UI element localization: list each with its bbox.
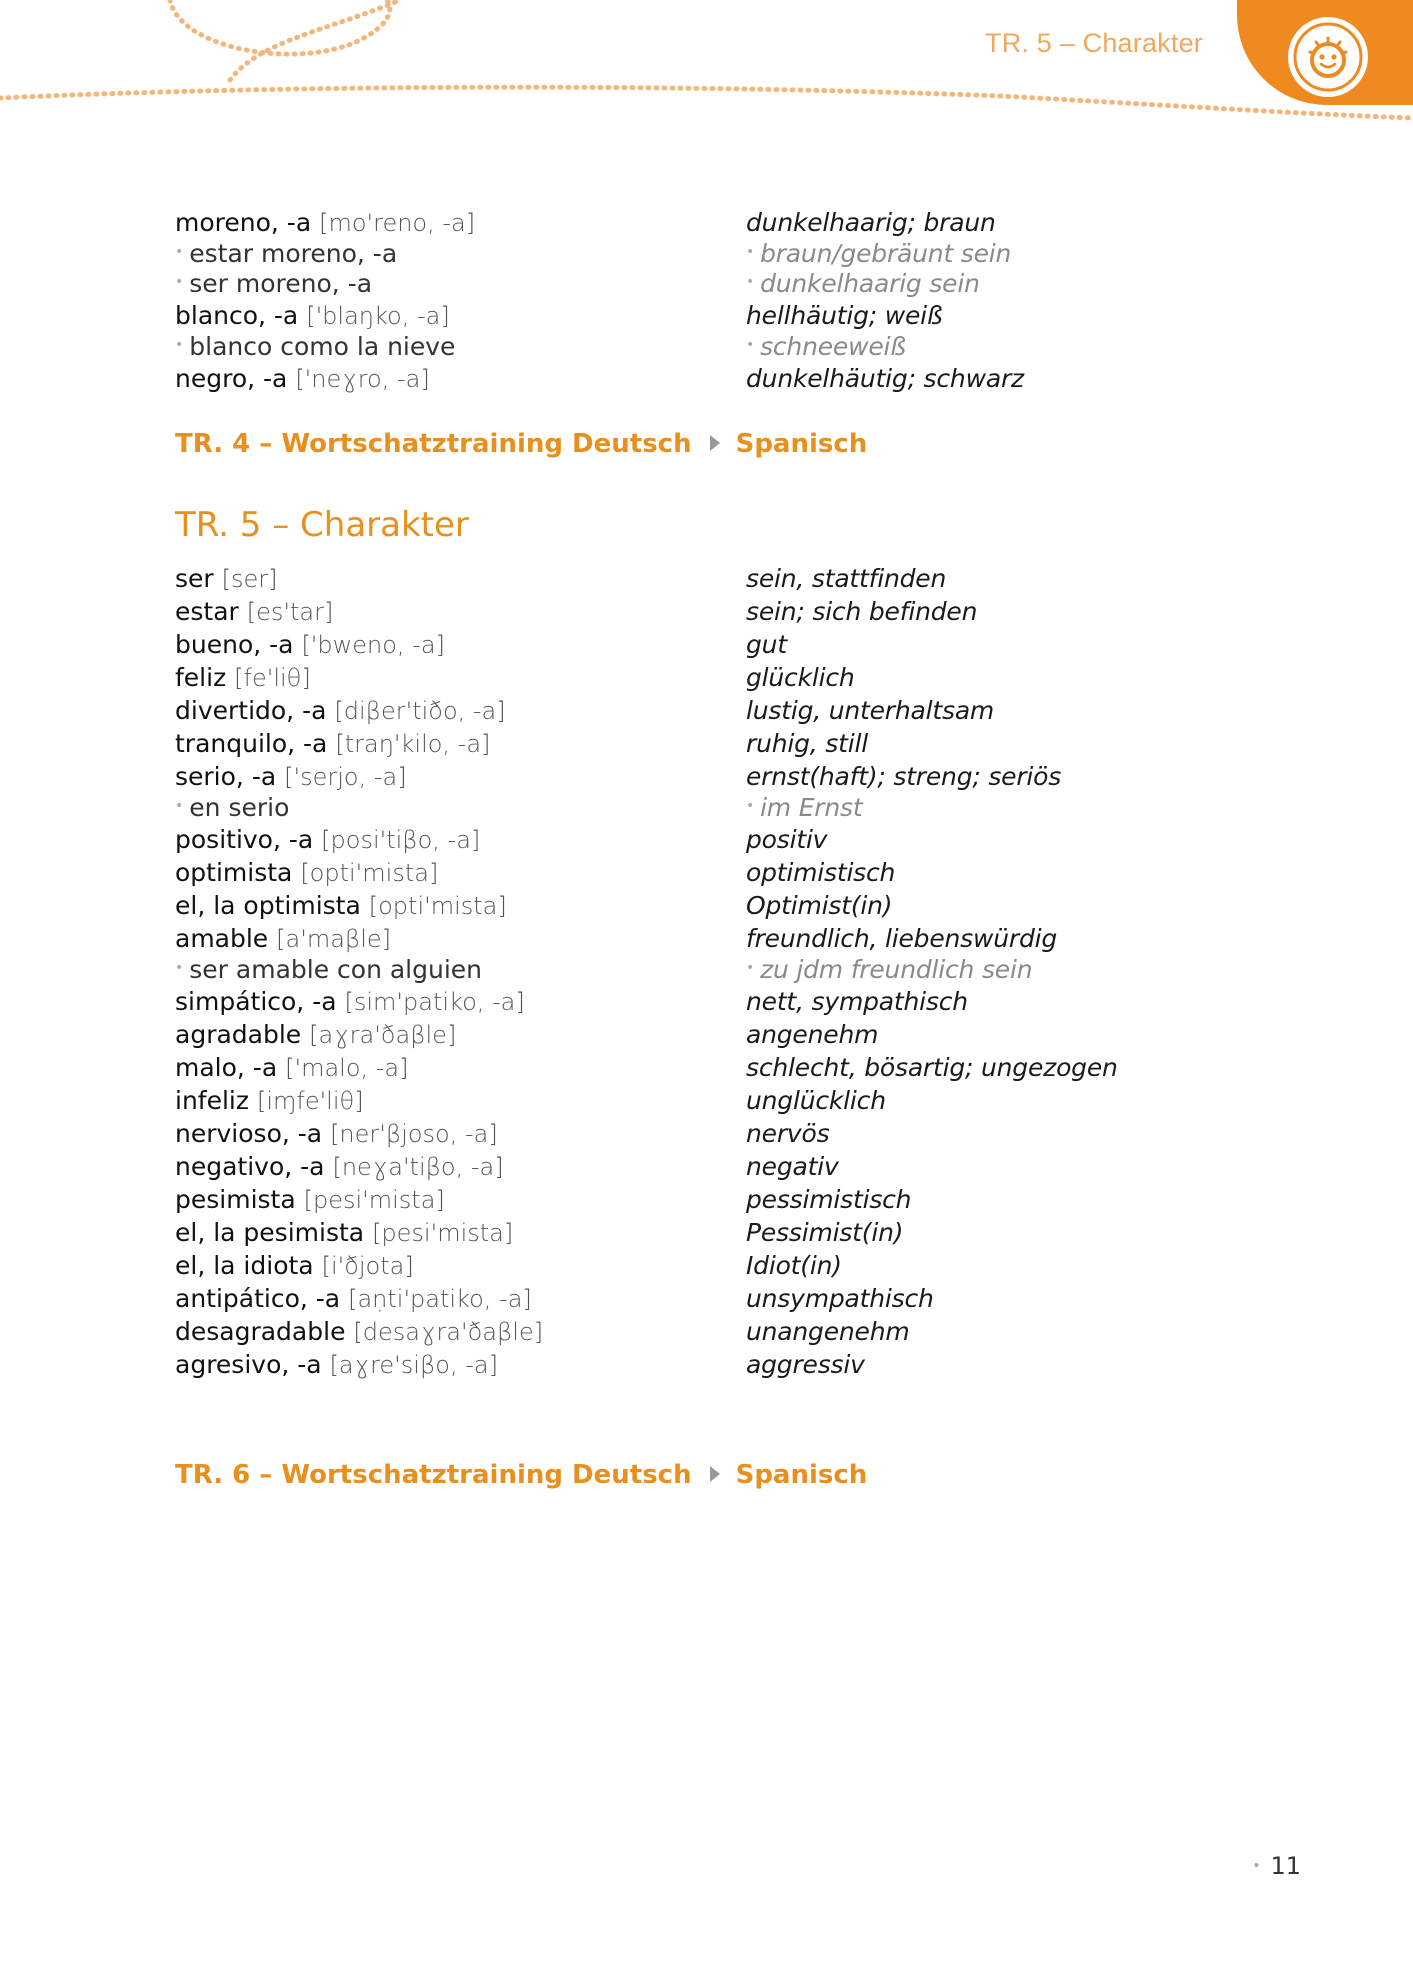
vocab-entry bbox=[175, 1315, 1235, 1348]
vocab-entry bbox=[175, 1018, 1235, 1051]
german-example: zu jdm freundlich sein bbox=[760, 955, 1033, 984]
pronunciation: [aɣra'ðaβle] bbox=[309, 1021, 457, 1049]
pronunciation: [aɣre'siβo, -a] bbox=[329, 1351, 498, 1379]
german-translation: gut bbox=[746, 630, 787, 659]
pronunciation: [ner'βjoso, -a] bbox=[330, 1120, 498, 1148]
pronunciation: ['neɣro, -a] bbox=[295, 365, 430, 393]
spanish-term: bueno, -a bbox=[175, 630, 294, 659]
german-example: im Ernst bbox=[760, 793, 863, 822]
header-title: TR. 5 – Charakter bbox=[985, 28, 1203, 58]
spanish-example: blanco como la nieve bbox=[189, 332, 456, 361]
pronunciation: [opti'mista] bbox=[368, 892, 507, 920]
pronunciation: [mo'reno, -a] bbox=[319, 209, 476, 237]
spanish-term: divertido, -a bbox=[175, 696, 327, 725]
vocab-entry bbox=[175, 922, 1235, 955]
spanish-term: pesimista bbox=[175, 1185, 296, 1214]
pronunciation: ['bweno, -a] bbox=[301, 631, 445, 659]
bullet-icon: • bbox=[175, 244, 184, 260]
track-label: TR. 4 – Wortschatztraining Deutsch bbox=[175, 429, 692, 459]
german-translation: ernst(haft); streng; seriös bbox=[746, 762, 1062, 791]
spanish-term: tranquilo, -a bbox=[175, 729, 328, 758]
german-translation: schlecht, bösartig; ungezogen bbox=[746, 1053, 1118, 1082]
spanish-term: el, la optimista bbox=[175, 891, 361, 920]
german-translation: Idiot(in) bbox=[746, 1251, 842, 1280]
spanish-term: estar bbox=[175, 597, 239, 626]
vocab-example bbox=[175, 269, 1235, 299]
german-translation: negativ bbox=[746, 1152, 839, 1181]
spanish-term: antipático, -a bbox=[175, 1284, 341, 1313]
section-heading: TR. 5 – Charakter bbox=[175, 505, 469, 545]
vocab-example bbox=[175, 239, 1235, 269]
spanish-term: simpático, -a bbox=[175, 987, 337, 1016]
german-translation: ruhig, still bbox=[746, 729, 868, 758]
german-example: braun/gebräunt sein bbox=[760, 239, 1012, 268]
german-translation: sein, stattfinden bbox=[746, 564, 947, 593]
vocab-entry bbox=[175, 562, 1235, 595]
vocab-entry bbox=[175, 1216, 1235, 1249]
vocab-entry bbox=[175, 985, 1235, 1018]
vocab-entry bbox=[175, 628, 1235, 661]
vocab-entry bbox=[175, 362, 1235, 395]
track-target: Spanisch bbox=[735, 1460, 868, 1490]
vocab-entry bbox=[175, 1117, 1235, 1150]
bullet-icon: • bbox=[1252, 1858, 1261, 1874]
pronunciation: [neɣa'tiβo, -a] bbox=[332, 1153, 504, 1181]
vocab-entry bbox=[175, 889, 1235, 922]
spanish-term: infeliz bbox=[175, 1086, 249, 1115]
track-target: Spanisch bbox=[735, 429, 868, 459]
spanish-term: feliz bbox=[175, 663, 227, 692]
pronunciation: [i'ðjota] bbox=[321, 1252, 414, 1280]
german-example: dunkelhaarig sein bbox=[760, 269, 980, 298]
track-4-link bbox=[175, 427, 867, 461]
pronunciation: [diβer'tiðo, -a] bbox=[334, 697, 506, 725]
spanish-example: estar moreno, -a bbox=[189, 239, 398, 268]
pronunciation: [aṇti'patiko, -a] bbox=[348, 1285, 532, 1313]
german-translation: dunkelhaarig; braun bbox=[746, 208, 996, 237]
german-translation: nervös bbox=[746, 1119, 830, 1148]
pronunciation: [pesi'mista] bbox=[372, 1219, 514, 1247]
spanish-term: ser bbox=[175, 564, 214, 593]
vocab-entry bbox=[175, 595, 1235, 628]
bullet-icon: • bbox=[746, 244, 755, 260]
pronunciation: [sim'patiko, -a] bbox=[344, 988, 525, 1016]
german-translation: aggressiv bbox=[746, 1350, 865, 1379]
spanish-term: positivo, -a bbox=[175, 825, 314, 854]
vocab-list-top bbox=[175, 206, 1235, 395]
german-translation: positiv bbox=[746, 825, 828, 854]
bullet-icon: • bbox=[746, 337, 755, 353]
bullet-icon: • bbox=[175, 960, 184, 976]
vocab-list-main bbox=[175, 562, 1235, 1381]
vocab-example bbox=[175, 793, 1235, 823]
arrow-right-icon bbox=[710, 435, 720, 451]
bullet-icon: • bbox=[175, 337, 184, 353]
vocab-entry bbox=[175, 1183, 1235, 1216]
spanish-term: amable bbox=[175, 924, 269, 953]
bullet-icon: • bbox=[746, 274, 755, 290]
german-translation: nett, sympathisch bbox=[746, 987, 968, 1016]
german-translation: hellhäutig; weiß bbox=[746, 301, 943, 330]
spanish-term: moreno, -a bbox=[175, 208, 312, 237]
pronunciation: ['blaŋko, -a] bbox=[306, 302, 450, 330]
pronunciation: [posi'tiβo, -a] bbox=[321, 826, 481, 854]
spanish-example: ser moreno, -a bbox=[189, 269, 373, 298]
vocab-entry bbox=[175, 727, 1235, 760]
vocab-entry bbox=[175, 1051, 1235, 1084]
german-translation: unglücklich bbox=[746, 1086, 886, 1115]
german-translation: unsympathisch bbox=[746, 1284, 934, 1313]
bullet-icon: • bbox=[175, 274, 184, 290]
spanish-term: agresivo, -a bbox=[175, 1350, 322, 1379]
spanish-term: el, la pesimista bbox=[175, 1218, 365, 1247]
vocab-entry bbox=[175, 823, 1235, 856]
spanish-term: blanco, -a bbox=[175, 301, 299, 330]
dotted-decoration bbox=[0, 0, 1413, 130]
pronunciation: [fe'liθ] bbox=[234, 664, 311, 692]
vocab-entry bbox=[175, 760, 1235, 793]
arrow-right-icon bbox=[710, 1466, 720, 1482]
german-translation: Pessimist(in) bbox=[746, 1218, 904, 1247]
pronunciation: ['serjo, -a] bbox=[284, 763, 407, 791]
spanish-term: agradable bbox=[175, 1020, 302, 1049]
track-label: TR. 6 – Wortschatztraining Deutsch bbox=[175, 1460, 692, 1490]
vocab-entry bbox=[175, 1084, 1235, 1117]
spanish-term: desagradable bbox=[175, 1317, 346, 1346]
pronunciation: [iɱfe'liθ] bbox=[256, 1087, 364, 1115]
bullet-icon: • bbox=[746, 798, 755, 814]
german-translation: angenehm bbox=[746, 1020, 879, 1049]
german-translation: dunkelhäutig; schwarz bbox=[746, 364, 1024, 393]
pronunciation: [es'tar] bbox=[246, 598, 334, 626]
pronunciation: [desaɣra'ðaβle] bbox=[353, 1318, 544, 1346]
german-translation: Optimist(in) bbox=[746, 891, 893, 920]
pronunciation: [opti'mista] bbox=[300, 859, 439, 887]
vocab-entry bbox=[175, 299, 1235, 332]
vocab-entry bbox=[175, 1282, 1235, 1315]
vocab-entry bbox=[175, 1249, 1235, 1282]
pronunciation: [a'maβle] bbox=[276, 925, 392, 953]
pronunciation: [ser] bbox=[221, 565, 278, 593]
page-number-value: 11 bbox=[1270, 1852, 1301, 1880]
spanish-term: nervioso, -a bbox=[175, 1119, 323, 1148]
spanish-term: serio, -a bbox=[175, 762, 277, 791]
pronunciation: ['malo, -a] bbox=[285, 1054, 409, 1082]
spanish-term: optimista bbox=[175, 858, 293, 887]
vocab-entry bbox=[175, 856, 1235, 889]
spanish-term: malo, -a bbox=[175, 1053, 278, 1082]
bullet-icon: • bbox=[175, 798, 184, 814]
vocab-entry bbox=[175, 1348, 1235, 1381]
german-translation: lustig, unterhaltsam bbox=[746, 696, 995, 725]
pronunciation: [traŋ'kilo, -a] bbox=[335, 730, 491, 758]
spanish-term: negativo, -a bbox=[175, 1152, 325, 1181]
vocab-entry bbox=[175, 1150, 1235, 1183]
vocab-entry bbox=[175, 661, 1235, 694]
spanish-term: el, la idiota bbox=[175, 1251, 314, 1280]
vocab-entry bbox=[175, 694, 1235, 727]
german-translation: sein; sich befinden bbox=[746, 597, 978, 626]
vocab-example bbox=[175, 332, 1235, 362]
vocab-entry bbox=[175, 206, 1235, 239]
track-6-link bbox=[175, 1458, 867, 1492]
spanish-example: en serio bbox=[189, 793, 290, 822]
vocab-example bbox=[175, 955, 1235, 985]
german-translation: unangenehm bbox=[746, 1317, 910, 1346]
spanish-term: negro, -a bbox=[175, 364, 288, 393]
pronunciation: [pesi'mista] bbox=[303, 1186, 445, 1214]
german-translation: optimistisch bbox=[746, 858, 896, 887]
bullet-icon: • bbox=[746, 960, 755, 976]
page-number bbox=[1252, 1852, 1301, 1880]
german-translation: glücklich bbox=[746, 663, 855, 692]
german-example: schneeweiß bbox=[760, 332, 906, 361]
german-translation: freundlich, liebenswürdig bbox=[746, 924, 1058, 953]
smiley-sun-icon bbox=[1285, 14, 1371, 100]
german-translation: pessimistisch bbox=[746, 1185, 912, 1214]
spanish-example: ser amable con alguien bbox=[189, 955, 483, 984]
